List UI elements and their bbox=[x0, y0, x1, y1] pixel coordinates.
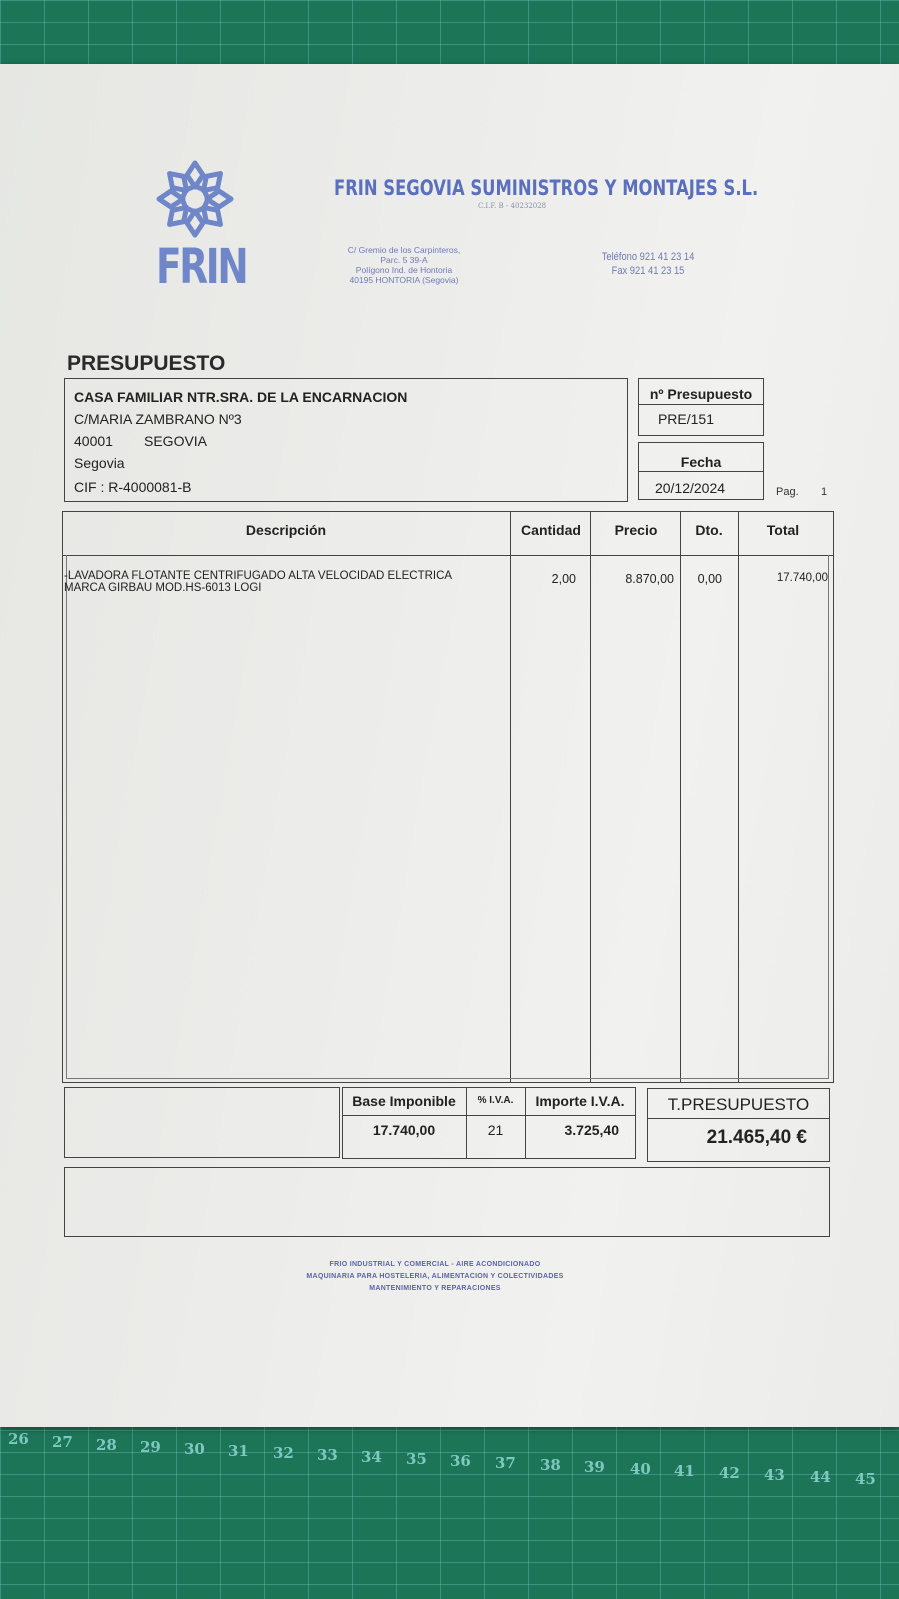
address-line: Parc. 5 39-A bbox=[380, 255, 428, 265]
ruler-number: 33 bbox=[317, 1446, 338, 1464]
notes-box bbox=[64, 1087, 340, 1158]
page-label: Pag. bbox=[776, 486, 799, 498]
row-price: 8.870,00 bbox=[625, 572, 674, 586]
logo-wordmark: FRIN bbox=[156, 239, 247, 295]
mat-ruler bbox=[0, 1430, 899, 1522]
observations-box bbox=[64, 1167, 830, 1237]
header-description: Descripción bbox=[245, 522, 327, 538]
number-box-divider bbox=[638, 404, 764, 405]
ruler-number: 30 bbox=[184, 1440, 205, 1458]
date-label: Fecha bbox=[680, 454, 722, 470]
items-table bbox=[62, 511, 834, 1083]
address-line: Polígono Ind. de Hontoria bbox=[355, 265, 453, 275]
ruler-number: 37 bbox=[495, 1454, 516, 1472]
address-line: C/ Gremio de los Carpinteros, bbox=[347, 245, 461, 255]
base-value: 17.740,00 bbox=[372, 1122, 436, 1138]
client-cif: CIF : R-4000081-B bbox=[74, 479, 192, 495]
company-fax: Fax 921 41 23 15 bbox=[611, 265, 685, 277]
ruler-number: 36 bbox=[450, 1452, 471, 1470]
company-phone: Teléfono 921 41 23 14 bbox=[601, 251, 695, 263]
ruler-number: 43 bbox=[764, 1466, 785, 1484]
header-discount: Dto. bbox=[695, 522, 723, 538]
ruler-number: 42 bbox=[719, 1464, 740, 1482]
footer-line: MANTENIMIENTO Y REPARACIONES bbox=[369, 1285, 501, 1292]
footer-line: FRIO INDUSTRIAL Y COMERCIAL - AIRE ACONDICIONADO bbox=[329, 1261, 541, 1268]
row-discount: 0,00 bbox=[697, 572, 722, 586]
document-number: PRE/151 bbox=[657, 411, 715, 427]
ruler-number: 39 bbox=[584, 1458, 605, 1476]
tax-box-divider bbox=[342, 1115, 636, 1116]
inner-border bbox=[66, 1078, 828, 1079]
ruler-number: 26 bbox=[8, 1430, 29, 1448]
ruler-number: 40 bbox=[630, 1460, 651, 1478]
iva-pct-value: 21 bbox=[487, 1122, 504, 1138]
table-header-divider bbox=[62, 555, 834, 556]
footer-line: MAQUINARIA PARA HOSTELERIA, ALIMENTACION Y COLECTIVIDADES bbox=[306, 1273, 564, 1280]
snowflake-logo-icon bbox=[154, 158, 236, 240]
header-price: Precio bbox=[614, 522, 658, 538]
client-postal-code: 40001 bbox=[74, 433, 113, 449]
client-city: SEGOVIA bbox=[144, 433, 208, 449]
iva-pct-label: % I.V.A. bbox=[477, 1095, 514, 1106]
ruler-number: 27 bbox=[52, 1433, 73, 1451]
total-value: 21.465,40 € bbox=[706, 1127, 807, 1148]
client-street: C/MARIA ZAMBRANO Nº3 bbox=[74, 411, 242, 427]
company-name: FRIN SEGOVIA SUMINISTROS Y MONTAJES S.L. bbox=[334, 176, 759, 200]
ruler-number: 31 bbox=[228, 1442, 249, 1460]
ruler-number: 34 bbox=[361, 1448, 382, 1466]
iva-amount-label: Importe I.V.A. bbox=[535, 1093, 625, 1109]
client-name: CASA FAMILIAR NTR.SRA. DE LA ENCARNACION bbox=[74, 389, 408, 405]
total-box-divider bbox=[647, 1118, 830, 1119]
base-label: Base Imponible bbox=[352, 1093, 456, 1109]
company-address bbox=[330, 245, 478, 285]
row-quantity: 2,00 bbox=[551, 572, 576, 586]
ruler-number: 28 bbox=[96, 1436, 117, 1454]
col-divider bbox=[590, 511, 591, 1082]
col-divider bbox=[680, 511, 681, 1082]
address-line: 40195 HONTORIA (Segovia) bbox=[349, 275, 459, 285]
ruler-number: 29 bbox=[140, 1438, 161, 1456]
header-quantity: Cantidad bbox=[521, 522, 581, 538]
inner-border bbox=[828, 555, 829, 1079]
row-description bbox=[64, 570, 452, 594]
number-label: nº Presupuesto bbox=[649, 386, 753, 402]
inner-border bbox=[66, 555, 67, 1079]
company-contact bbox=[597, 250, 699, 278]
total-label: T.PRESUPUESTO bbox=[667, 1095, 810, 1114]
row-description-line: -LAVADORA FLOTANTE CENTRIFUGADO ALTA VELOCIDAD ELECTRICA bbox=[64, 570, 453, 582]
page-number: 1 bbox=[821, 486, 828, 498]
row-total: 17.740,00 bbox=[776, 572, 828, 584]
ruler-number: 45 bbox=[855, 1470, 876, 1488]
col-divider bbox=[738, 511, 739, 1082]
client-province: Segovia bbox=[74, 455, 125, 471]
document-title: PRESUPUESTO bbox=[67, 352, 226, 375]
document-date: 20/12/2024 bbox=[654, 480, 726, 496]
footer-services bbox=[270, 1259, 600, 1295]
header-total: Total bbox=[766, 522, 800, 538]
ruler-number: 38 bbox=[540, 1456, 561, 1474]
company-cif: C.I.F. B - 40232028 bbox=[478, 202, 547, 210]
ruler-number: 35 bbox=[406, 1450, 427, 1468]
col-divider bbox=[510, 511, 511, 1082]
row-description-line: MARCA GIRBAU MOD.HS-6013 LOGI bbox=[64, 582, 262, 594]
ruler-number: 32 bbox=[273, 1444, 294, 1462]
date-box-divider bbox=[638, 471, 764, 472]
iva-amount-value: 3.725,40 bbox=[564, 1122, 619, 1138]
ruler-number: 41 bbox=[674, 1462, 695, 1480]
ruler-number: 44 bbox=[810, 1468, 831, 1486]
